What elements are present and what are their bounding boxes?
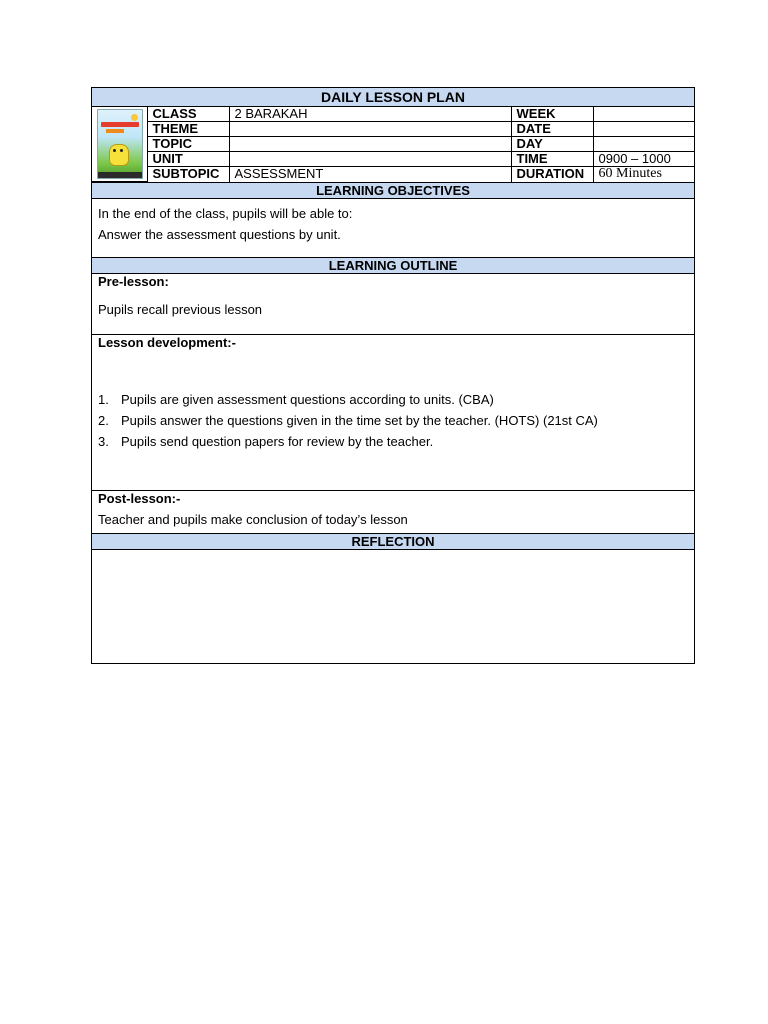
date-value bbox=[593, 122, 694, 137]
day-label: DAY bbox=[511, 137, 593, 152]
unit-label: UNIT bbox=[147, 152, 229, 167]
info-row-unit bbox=[92, 152, 694, 167]
learning-objectives-section bbox=[92, 199, 694, 258]
step-number: 3. bbox=[98, 434, 109, 449]
textbook-cover-icon bbox=[97, 109, 143, 179]
info-table bbox=[92, 107, 694, 182]
reflection-box bbox=[92, 550, 694, 663]
duration-value: 60 Minutes bbox=[593, 167, 694, 182]
step-text: Pupils answer the questions given in the time set by the teacher. (HOTS) (21st CA) bbox=[121, 413, 598, 428]
list-item bbox=[98, 392, 688, 408]
class-value: 2 BARAKAH bbox=[229, 107, 511, 122]
post-lesson-text: Teacher and pupils make conclusion of today’s lesson bbox=[98, 512, 408, 527]
week-value bbox=[593, 107, 694, 122]
objectives-intro: In the end of the class, pupils will be able to: bbox=[98, 206, 353, 221]
lesson-development-label: Lesson development:- bbox=[98, 335, 236, 350]
topic-label: TOPIC bbox=[147, 137, 229, 152]
list-item bbox=[98, 413, 688, 429]
cover-cell bbox=[92, 107, 147, 182]
pre-lesson-section bbox=[92, 274, 694, 335]
step-number: 2. bbox=[98, 413, 109, 428]
subtopic-value: ASSESSMENT bbox=[229, 167, 511, 182]
subtopic-label: SUBTOPIC bbox=[147, 167, 229, 182]
lesson-steps-list bbox=[98, 392, 688, 450]
info-row-theme bbox=[92, 122, 694, 137]
pre-lesson-text: Pupils recall previous lesson bbox=[98, 302, 263, 317]
learning-objectives-heading: LEARNING OBJECTIVES bbox=[92, 182, 694, 199]
info-row-topic bbox=[92, 137, 694, 152]
post-lesson-section bbox=[92, 491, 694, 533]
step-text: Pupils send question papers for review by the teacher. bbox=[121, 434, 434, 449]
post-lesson-label: Post-lesson:- bbox=[98, 491, 181, 506]
unit-value bbox=[229, 152, 511, 167]
topic-value bbox=[229, 137, 511, 152]
lesson-plan-table bbox=[91, 87, 695, 664]
time-label: TIME bbox=[511, 152, 593, 167]
date-label: DATE bbox=[511, 122, 593, 137]
info-row-class bbox=[92, 107, 694, 122]
lesson-development-section bbox=[92, 335, 694, 491]
learning-outline-heading: LEARNING OUTLINE bbox=[92, 258, 694, 274]
list-item bbox=[98, 434, 688, 450]
document-title: DAILY LESSON PLAN bbox=[92, 88, 694, 107]
step-number: 1. bbox=[98, 392, 109, 407]
pre-lesson-label: Pre-lesson: bbox=[98, 274, 169, 289]
theme-value bbox=[229, 122, 511, 137]
time-value: 0900 – 1000 bbox=[593, 152, 694, 167]
week-label: WEEK bbox=[511, 107, 593, 122]
info-row-subtopic bbox=[92, 167, 694, 182]
theme-label: THEME bbox=[147, 122, 229, 137]
class-label: CLASS bbox=[147, 107, 229, 122]
step-text: Pupils are given assessment questions according to units. (CBA) bbox=[121, 392, 494, 407]
duration-label: DURATION bbox=[511, 167, 593, 182]
reflection-heading: REFLECTION bbox=[92, 533, 694, 550]
objective-item: Answer the assessment questions by unit. bbox=[98, 227, 341, 242]
day-value bbox=[593, 137, 694, 152]
